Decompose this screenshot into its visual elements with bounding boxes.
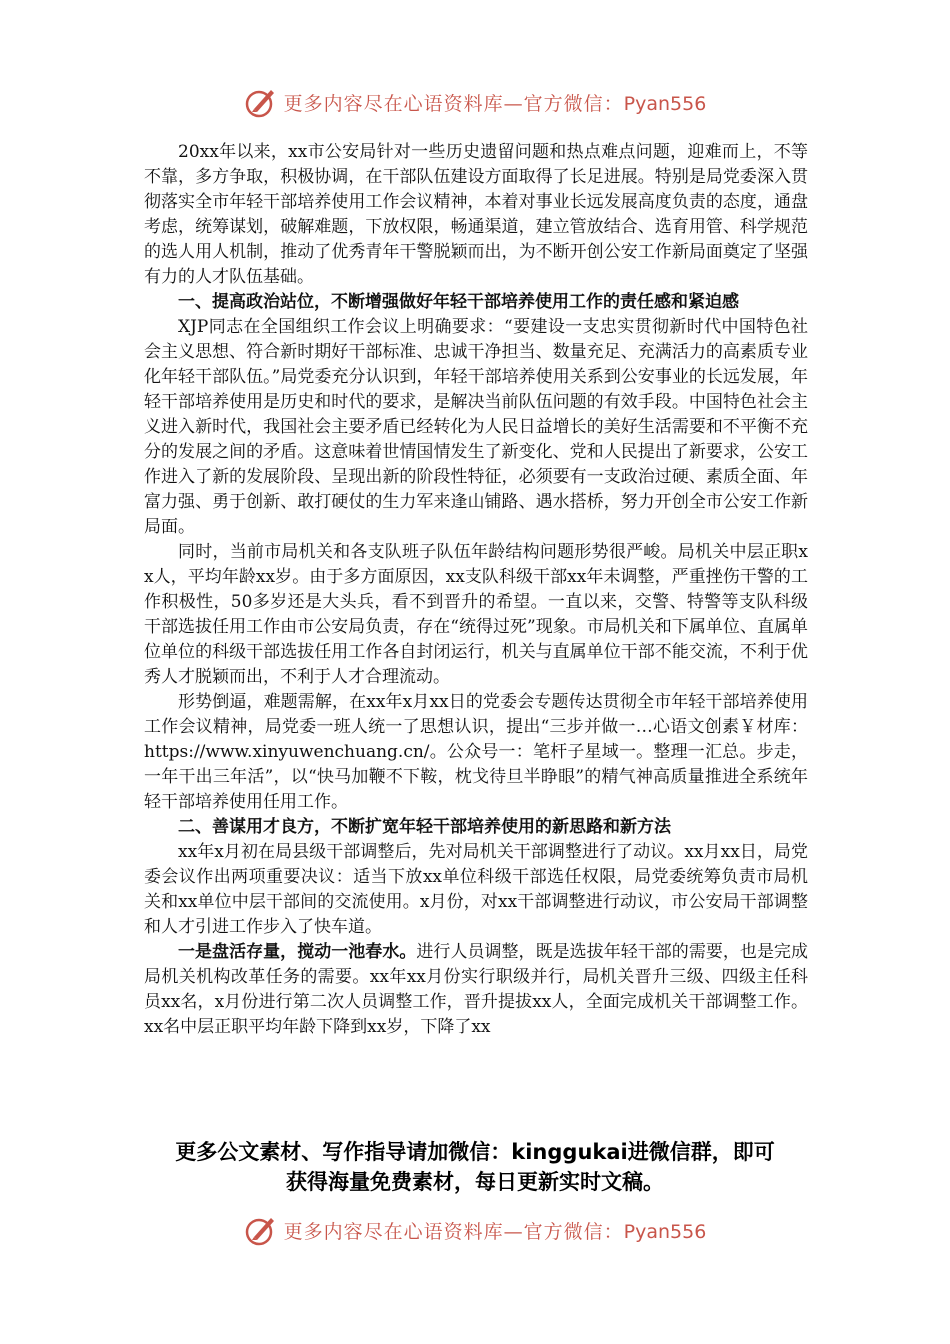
banner-text: 更多内容尽在心语资料库—官方微信：Pyan556 xyxy=(283,1220,707,1243)
footer-notice xyxy=(120,1137,830,1197)
paragraph-intro: 20xx年以来，xx市公安局针对一些历史遗留问题和热点难点问题，迎难而上，不等不靠，多方争取，积极协调，在干部队伍建设方面取得了长足进展。特别是局党委深入贯彻落实全市年轻干部培养使用工作会议精神，本着对事业长远发展高度负责的态度，通盘考虑，统筹谋划，破解难题，下放权限，畅通渠道，建立管放结合、选育用管、科学规范的选人用人机制，推动了优秀青年干警脱颖而出，为不断开创公安工作新局面奠定了坚强有力的人才队伍基础。 xyxy=(144,142,808,287)
paragraph-revitalize-body: 进行人员调整，既是选拔年轻干部的需要，也是完成局机关机构改革任务的需要。xx年xx月份实行职级并行，局机关晋升三级、四级主任科员xx名，x月份进行第二次人员调整工作，晋升提拔xx人，全面完成机关干部调整工作。xx名中层正职平均年龄下降到xx岁，下降了xx xyxy=(144,942,809,1037)
lead-bold-text: 一是盘活存量，搅动一池春水。 xyxy=(178,942,417,962)
banner-text: 更多内容尽在心语资料库—官方微信：Pyan556 xyxy=(283,92,707,115)
header-watermark-banner xyxy=(0,80,950,124)
notice-line-1: 更多公文素材、写作指导请加微信：kinggukai进微信群，即可 xyxy=(175,1140,775,1164)
section-heading-1: 一、提高政治站位，不断增强做好年轻干部培养使用工作的责任感和紧迫感 xyxy=(178,292,739,312)
pen-logo-icon xyxy=(244,85,278,119)
document-body xyxy=(144,140,808,1040)
notice-line-2: 获得海量免费素材，每日更新实时文稿。 xyxy=(286,1170,664,1194)
paragraph-xjp-quote: XJP同志在全国组织工作会议上明确要求：“要建设一支忠实贯彻新时代中国特色社会主义思想、符合新时期好干部标准、忠诚干净担当、数量充足、充满活力的高素质专业化年轻干部队伍。”局党委充分认识到，年轻干部培养使用关系到公安事业的长远发展，年轻干部培养使用是历史和时代的要求，是解决当前队伍问题的有效手段。中国特色社会主义进入新时代，我国社会主要矛盾已经转化为人民日益增长的美好生活需要和不平衡不充分的发展之间的矛盾。这意味着世情国情发生了新变化、党和人民提出了新要求，公安工作进入了新的发展阶段、呈现出新的阶段性特征，必须要有一支政治过硬、素质全面、年富力强、勇于创新、敢打硬仗的生力军来逢山铺路、遇水搭桥，努力开创全市公安工作新局面。 xyxy=(144,317,808,537)
paragraph-revitalize xyxy=(144,940,808,1040)
paragraph-adjustment: xx年x月初在局县级干部调整后，先对局机关干部调整进行了动议。xx月xx日，局党委会议作出两项重要决议：适当下放xx单位科级干部选任权限，局党委统筹负责市局机关和xx单位中层干部间的交流使用。x月份，对xx干部调整进行动议，市公安局干部调整和人才引进工作步入了快车道。 xyxy=(144,842,808,937)
pen-logo-icon xyxy=(244,1213,278,1247)
banner-wechat-id: Pyan556 xyxy=(623,1220,707,1243)
section-heading-2: 二、善谋用才良方，不断扩宽年轻干部培养使用的新思路和新方法 xyxy=(178,817,671,837)
paragraph-situation: 形势倒逼，难题需解，在xx年x月xx日的党委会专题传达贯彻全市年轻干部培养使用工作会议精神，局党委一班人统一了思想认识，提出“三步并做一…心语文创素￥材库：https://www.xinyuwenchuang.cn/。公众号一：笔杆子星域一。整理一汇总。步走，一年干出三年活”，以“快马加鞭不下鞍，枕戈待旦半睁眼”的精气神高质量推进全系统年轻干部培养使用任用工作。 xyxy=(144,692,808,812)
paragraph-age-structure: 同时，当前市局机关和各支队班子队伍年龄结构问题形势很严峻。局机关中层正职xx人，平均年龄xx岁。由于多方面原因，xx支队科级干部xx年未调整，严重挫伤干警的工作积极性，50多岁还是大头兵，看不到晋升的希望。一直以来，交警、特警等支队科级干部选拔任用工作由市公安局负责，存在“统得过死”现象。市局机关和下属单位、直属单位单位的科级干部选拔任用工作各自封闭运行，机关与直属单位干部不能交流，不利于优秀人才脱颖而出，不利于人才合理流动。 xyxy=(144,542,808,687)
banner-wechat-id: Pyan556 xyxy=(623,92,707,115)
footer-watermark-banner xyxy=(0,1208,950,1252)
